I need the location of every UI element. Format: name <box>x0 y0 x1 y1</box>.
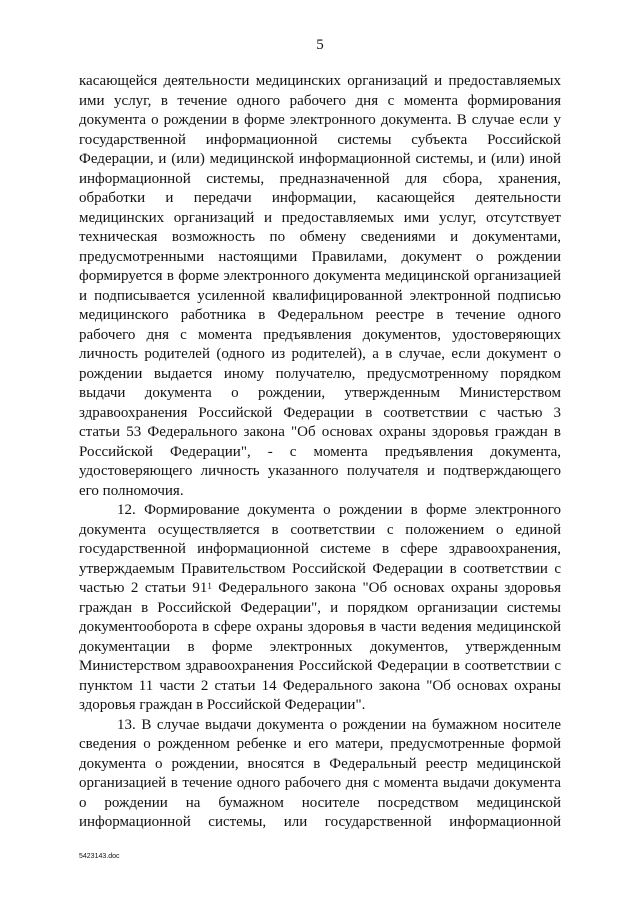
text-line: здоровья граждан в Российской Федерации". <box>79 697 366 713</box>
text-line: рождении выдается иному получателю, предусмотренному порядком <box>79 365 561 382</box>
text-line: Российской Федерации", - с момента предъявления документа, <box>79 443 561 460</box>
document-body <box>79 72 561 833</box>
text-line: информационной системы, или государственной информационной <box>79 814 561 830</box>
text-line: частью 2 статьи $91^1$ Федерального закона "Об основах охраны здоровья <box>79 580 561 596</box>
text-line: ими услуг, в течение одного рабочего дня с момента формирования <box>79 92 561 109</box>
text-line: формируется в форме электронного документа медицинской организацией <box>79 268 561 284</box>
text-line: выдачи документа о рождении, утвержденным Министерством <box>79 385 561 401</box>
text-line: 13. В случае выдачи документа о рождении на бумажном носителе <box>117 716 561 733</box>
text-line: граждан в Российской Федерации", и порядком организации системы <box>79 599 561 616</box>
text-line: организацией в течение одного рабочего дня с момента выдачи документа <box>79 775 561 791</box>
text-line: Федерации, и (или) медицинской информационной системы, и (или) иной <box>79 151 561 167</box>
text-line: и подписывается усиленной квалифицированной электронной подписью <box>79 287 561 304</box>
text-line: статьи 53 Федерального закона "Об основах охраны здоровья граждан в <box>79 424 561 440</box>
text-line: техническая возможность по обмену сведениями и документами, <box>79 229 561 245</box>
text-line: 12. Формирование документа о рождении в форме электронного <box>117 502 561 518</box>
text-line: его полномочия. <box>79 482 184 499</box>
text-line: информационной системы, предназначенной для сбора, хранения, <box>79 170 561 187</box>
text-line: предусмотренными настоящими Правилами, документ о рождении <box>79 248 561 265</box>
text-line: документа осуществляется в соответствии с положением о единой <box>79 521 561 538</box>
footer-file-code: 5423143.doc <box>79 853 120 860</box>
text-line: здравоохранения Российской Федерации в соответствии с частью 3 <box>79 404 561 421</box>
text-line: касающейся деятельности медицинских организаций и предоставляемых <box>79 73 561 89</box>
text-line: документа о рождении, вносятся в Федеральный реестр медицинской <box>79 755 561 772</box>
text-line: Министерством здравоохранения Российской Федерации в соответствии с <box>79 658 561 674</box>
text-line: обработки и передачи информации, касающейся деятельности <box>79 190 561 206</box>
text-line: личность родителей (одного из родителей), а в случае, если документ о <box>79 346 561 362</box>
text-line: о рождении на бумажном носителе посредством медицинской <box>79 794 561 811</box>
text-line: государственной информационной системы субъекта Российской <box>79 131 561 148</box>
text-line: медицинских организаций и предоставляемых ими услуг, отсутствует <box>79 209 561 226</box>
text-line: документооборота в сфере охраны здоровья в части ведения медицинской <box>79 619 561 635</box>
page-number: 5 <box>316 37 324 53</box>
text-line: сведения о рожденном ребенке и его матери, предусмотренные формой <box>79 736 561 752</box>
text-line: удостоверяющего личность указанного получателя и подтверждающего <box>79 463 561 479</box>
text-line: рабочего дня с момента предъявления документов, удостоверяющих <box>79 326 561 343</box>
text-line: государственной информационной системе в сфере здравоохранения, <box>79 541 561 557</box>
text-line: пунктом 11 части 2 статьи 14 Федерального закона "Об основах охраны <box>79 677 561 694</box>
text-line: утверждаемым Правительством Российской Федерации в соответствии с <box>79 560 561 577</box>
text-line: медицинского работника в Федеральном реестре в течение одного <box>79 307 561 323</box>
superscript: 1 <box>207 581 212 591</box>
text-line: документа о рождении в форме электронного документа. В случае если у <box>79 112 561 128</box>
text-line: документации в форме электронных документов, утвержденным <box>79 638 561 655</box>
